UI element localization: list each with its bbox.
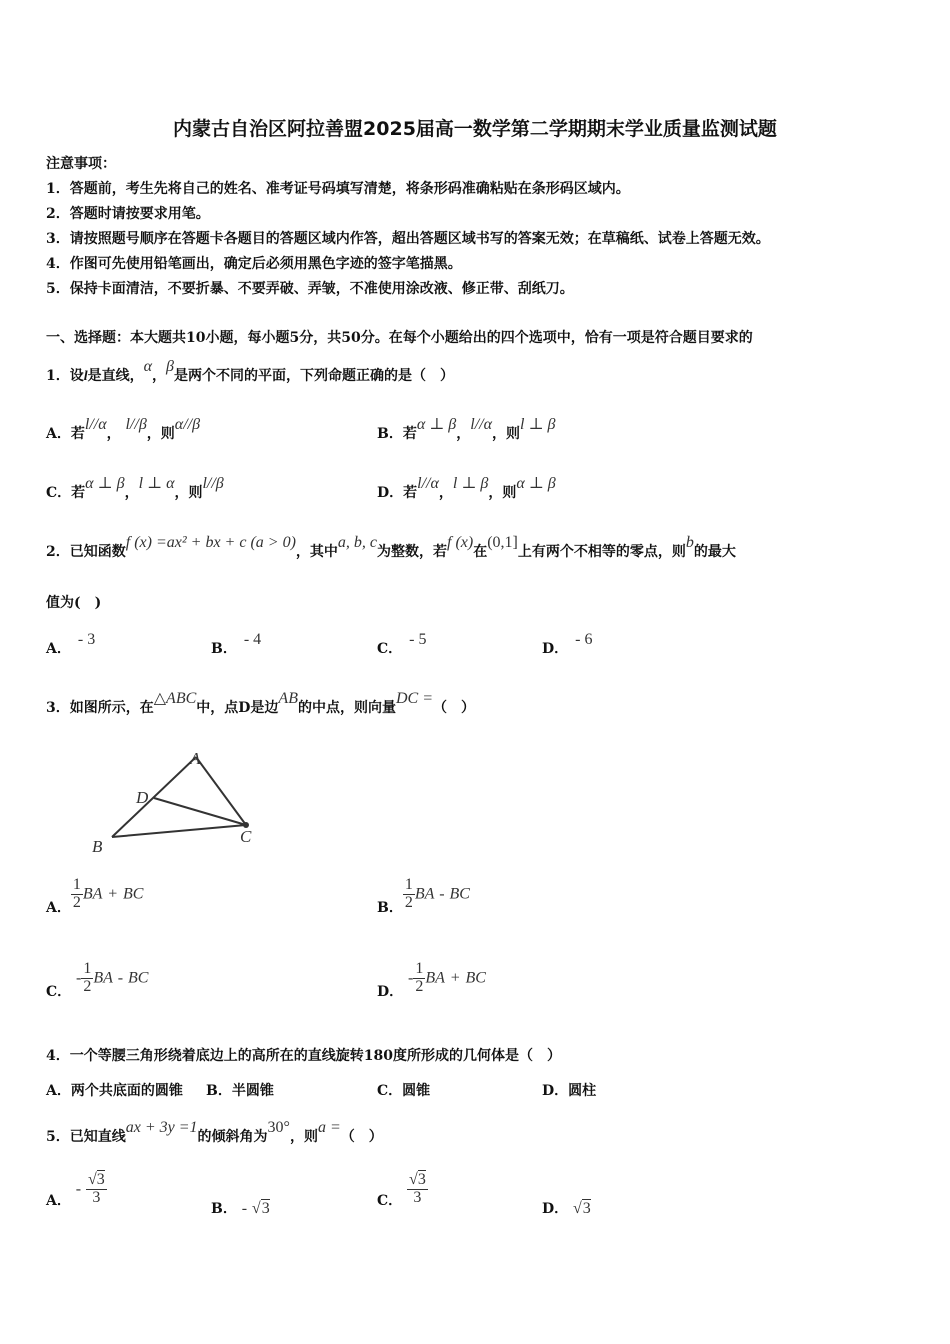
q3-option-c[interactable]: C． - $\frac{1}{2}$ BA - BC [46,960,149,1001]
question-5: 5．已知直线ax + 3y =1的倾斜角为30°，则a =（ ） [46,1119,383,1145]
page-title: 内蒙古自治区阿拉善盟2025届高一数学第二学期期末学业质量监测试题 [173,118,777,140]
triangle-figure [80,740,280,860]
side-ba [112,757,196,837]
q5-option-a[interactable]: A． - $\frac{√3}{3}$ [46,1171,105,1210]
label-c: C [240,827,252,846]
q5-option-c[interactable]: C． $\frac{√3}{3}$ [377,1171,426,1210]
q4-option-c[interactable]: C．圆锥 [377,1083,431,1099]
section-heading: 一、选择题：本大题共10小题，每小题5分，共50分。在每个小题给出的四个选项中，恰有一项是符合题目要求的 [46,330,753,346]
q5-option-d[interactable]: D． √3 [542,1200,591,1217]
question-1: 1．设l是直线，α，β是两个不同的平面，下列命题正确的是（ ） [46,358,455,384]
side-bc [112,825,246,837]
side-ac [196,757,246,825]
label-a: A [190,749,201,768]
q1-option-a[interactable]: A．若l//α， l//β，则α//β [46,416,201,442]
q3-option-a[interactable]: A． $\frac{1}{2}$ BA + BC [46,876,144,917]
label-b: B [92,837,103,856]
q4-option-a[interactable]: A．两个共底面的圆锥 [46,1083,183,1099]
notice-item: 2．答题时请按要求用笔。 [46,206,210,222]
q2-option-c[interactable]: C． - 5 [377,631,427,657]
q1-option-d[interactable]: D．若l//α，l ⊥ β，则α ⊥ β [377,475,556,501]
q3-option-b[interactable]: B． $\frac{1}{2}$ BA - BC [377,876,470,917]
notice-item: 3．请按照题号顺序在答题卡各题目的答题区域内作答，超出答题区域书写的答案无效；在草稿纸、试卷上答题无效。 [46,231,770,247]
label-d: D [136,788,149,807]
question-4: 4．一个等腰三角形绕着底边上的高所在的直线旋转180度所形成的几何体是（ ） [46,1048,561,1064]
question-2-cont: 值为( ) [46,595,102,611]
notice-item: 4．作图可先使用铅笔画出，确定后必须用黑色字迹的签字笔描黑。 [46,256,462,272]
q1-option-b[interactable]: B．若α ⊥ β，l//α，则l ⊥ β [377,416,556,442]
q1-option-c[interactable]: C．若α ⊥ β，l ⊥ α，则l//β [46,475,224,501]
q2-option-a[interactable]: A． - 3 [46,631,96,657]
question-3: 3．如图所示，在△ABC中，点D是边AB的中点，则向量DC =（ ） [46,690,475,716]
q2-option-d[interactable]: D． - 6 [542,631,593,657]
q4-option-d[interactable]: D．圆柱 [542,1083,597,1099]
notice-heading: 注意事项： [46,156,116,172]
q2-option-b[interactable]: B． - 4 [211,631,262,657]
q4-option-b[interactable]: B．半圆锥 [206,1083,274,1099]
q3-option-d[interactable]: D． - $\frac{1}{2}$ BA + BC [377,960,486,1001]
notice-item: 1．答题前，考生先将自己的姓名、准考证号码填写清楚，将条形码准确粘贴在条形码区域内。 [46,181,630,197]
notice-item: 5．保持卡面清洁，不要折暴、不要弄破、弄皱，不准使用涂改液、修正带、刮纸刀。 [46,281,574,297]
segment-dc [154,798,246,825]
q5-option-b[interactable]: B． - √3 [211,1200,270,1217]
question-2: 2．已知函数f (x) =ax² + bx + c (a > 0)，其中a, b, c为整数，若f (x)在(0,1]上有两个不相等的零点，则b的最大 [46,534,736,560]
